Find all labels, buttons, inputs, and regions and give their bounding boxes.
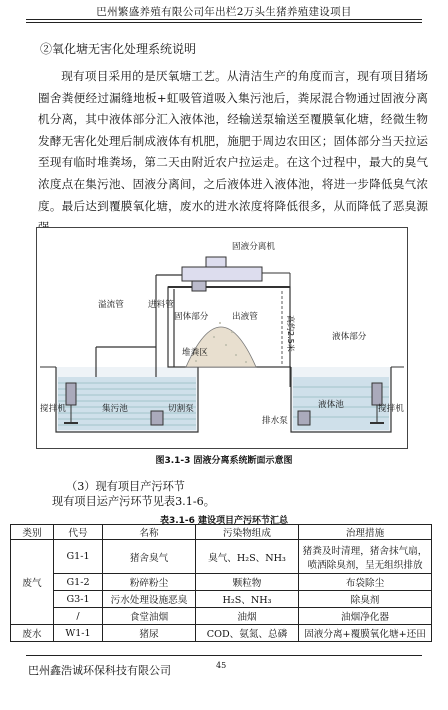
table-header-row <box>11 525 432 540</box>
column-header: 名称 <box>103 525 196 540</box>
pollutant-cell: 颗粒物 <box>196 574 299 591</box>
pollutant-cell: COD、氨氮、总磷 <box>196 625 299 642</box>
category-cell: 废水 <box>11 625 54 642</box>
outlet-pipe-label: 出液管 <box>232 312 258 322</box>
code-cell: W1-1 <box>54 625 103 642</box>
name-cell: 粉碎粉尘 <box>103 574 196 591</box>
footer-company: 巴州鑫浩诚环保科技有限公司 <box>28 664 171 677</box>
column-header: 治理措施 <box>299 525 432 540</box>
pile-area-label: 堆粪区 <box>182 348 208 358</box>
table-row <box>11 625 432 642</box>
page-header: 巴州繁盛养殖有限公司年出栏2万头生猪养殖建设项目 <box>96 6 352 18</box>
cutting-pump-label: 切割泵 <box>168 404 194 414</box>
agitator-right-label: 搅拌机 <box>378 404 404 414</box>
measure-cell: 油烟净化器 <box>299 608 432 625</box>
subsection-text: 现有项目运产污环节见表3.1-6。 <box>52 495 215 508</box>
inlet-pipe-label: 进料管 <box>148 300 174 310</box>
code-cell: G1-2 <box>54 574 103 591</box>
header-rule-thin <box>26 22 422 23</box>
drain-pump <box>298 411 310 425</box>
liquid-pool-label: 液体池 <box>318 400 344 410</box>
pollutant-cell: H₂S、NH₃ <box>196 591 299 608</box>
liquid-part-label: 液体部分 <box>332 332 367 342</box>
name-cell: 污水处理设施恶臭 <box>103 591 196 608</box>
pollutant-cell: 臭气、H₂S、NH₃ <box>196 540 299 574</box>
measure-cell: 布袋除尘 <box>299 574 432 591</box>
height-label: 高约2.5米 <box>286 315 295 352</box>
code-cell: / <box>54 608 103 625</box>
code-cell: G3-1 <box>54 591 103 608</box>
pollutant-cell: 油烟 <box>196 608 299 625</box>
column-header: 代号 <box>54 525 103 540</box>
separation-system-diagram <box>36 227 408 449</box>
name-cell: 猪尿 <box>103 625 196 642</box>
measure-cell: 固液分离+覆膜氧化塘+还田 <box>299 625 432 642</box>
measure-cell: 除臭剂 <box>299 591 432 608</box>
name-cell: 食堂油烟 <box>103 608 196 625</box>
table-row <box>11 574 432 591</box>
footer-rule <box>26 655 422 656</box>
section-heading: ②氧化塘无害化处理系统说明 <box>40 42 197 56</box>
measure-cell: 猪粪及时清理，猪舍抹气扇，喷洒除臭剂，呈无组织排放 <box>299 540 432 574</box>
category-cell: 废气 <box>11 540 54 625</box>
overflow-pipe-label: 溢流管 <box>98 300 124 310</box>
code-cell: G1-1 <box>54 540 103 574</box>
table-row <box>11 540 432 574</box>
table-caption: 表3.1-6 建设项目产污环节汇总 <box>159 516 289 526</box>
collect-pool-label: 集污池 <box>102 404 128 414</box>
cutting-pump <box>151 411 163 425</box>
table-row <box>11 591 432 608</box>
name-cell: 猪舍臭气 <box>103 540 196 574</box>
column-header: 类别 <box>11 525 54 540</box>
subsection-heading: （3）现有项目产污环节 <box>66 480 185 493</box>
header-rule <box>26 19 422 20</box>
table-row <box>11 608 432 625</box>
paragraph: 现有项目采用的是厌氧塘工艺。从清洁生产的角度而言，现有项目猪场圈舍粪便经过漏缝地板+虹吸管道吸入集污池后，粪尿混合物通过固液分离机分离，其中液体部分汇入液体池，经输送泵输送至覆膜氧化塘，经微生物发酵无害化处理后制成液体有机肥，施肥于周边农田区；固体部分当天拉运至现有临时堆粪场，第二天由附近农户拉运走。在这个过程中，最大的臭气浓度点在集污池、固液分离间，之后液体进入液体池，将进一步降低臭气浓度。最后达到覆膜氧化塘，废水的进水浓度将降低很多，从而降低了恶臭源 <box>38 69 428 213</box>
solid-part-label: 固体部分 <box>174 312 209 322</box>
column-header: 污染物组成 <box>196 525 299 540</box>
pollution-table <box>10 524 432 642</box>
agitator-left-label: 搅拌机 <box>40 404 66 414</box>
drain-pump-label: 排水泵 <box>262 416 288 426</box>
page-number: 45 <box>216 661 227 670</box>
separator-label: 固液分离机 <box>232 242 275 252</box>
body-text <box>38 66 428 239</box>
figure-caption: 图3.1-3 固液分离系统断面示意图 <box>155 456 293 466</box>
